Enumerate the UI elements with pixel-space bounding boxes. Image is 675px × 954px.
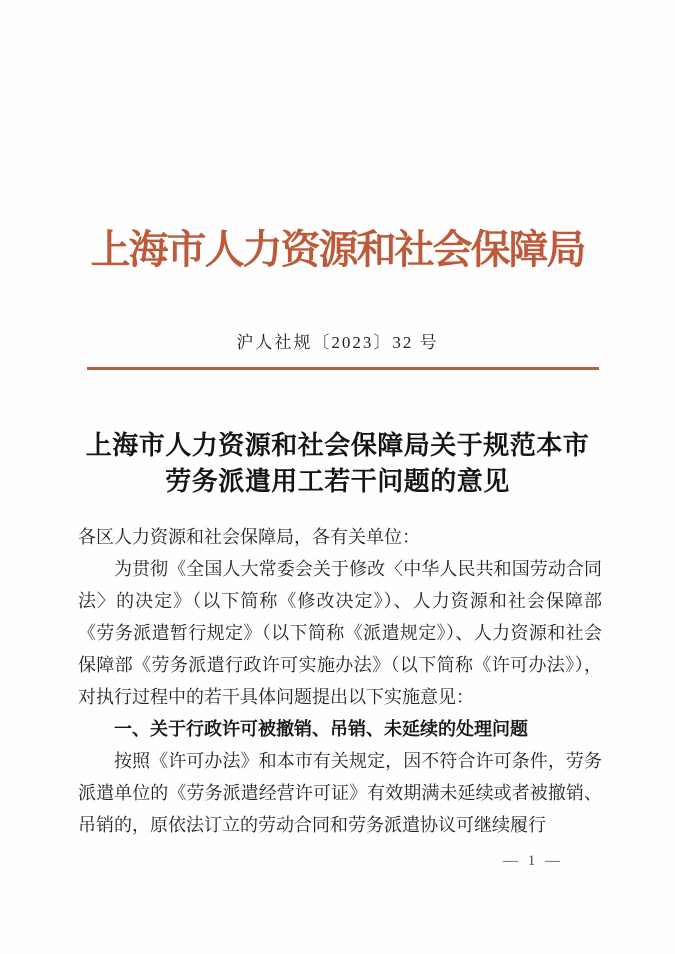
page-number: — 1 — bbox=[503, 853, 563, 869]
agency-masthead: 上海市人力资源和社会保障局 bbox=[90, 227, 585, 272]
section-1-heading: 一、关于行政许可被撤销、吊销、未延续的处理问题 bbox=[114, 719, 528, 739]
intro-paragraph: 为贯彻《全国人大常委会关于修改〈中华人民共和国劳动合同法〉的决定》（以下简称《修改决定》）、人力资源和社会保障部《劳务派遣暂行规定》（以下简称《派遣规定》）、人力资源和社会保障部《劳务派遣行政许可实施办法》（以下简称《许可办法》），对执行过程中的若干具体问题提出以下实施意见： bbox=[78, 559, 602, 707]
document-title-line-1: 上海市人力资源和社会保障局关于规范本市 bbox=[85, 431, 590, 460]
document-number: 沪人社规〔2023〕32 号 bbox=[236, 333, 439, 352]
document-body bbox=[78, 521, 602, 851]
document-title-line-2: 劳务派遣用工若干问题的意见 bbox=[165, 467, 510, 496]
salutation-line: 各区人力资源和社会保障局，各有关单位： bbox=[78, 527, 420, 547]
document-title bbox=[0, 428, 675, 500]
section-1-paragraph: 按照《许可办法》和本市有关规定，因不符合许可条件，劳务派遣单位的《劳务派遣经营许可证》有效期满未延续或者被撤销、吊销的，原依法订立的劳动合同和劳务派遣协议可继续履行 bbox=[78, 751, 602, 835]
header-divider-rule bbox=[87, 367, 599, 370]
